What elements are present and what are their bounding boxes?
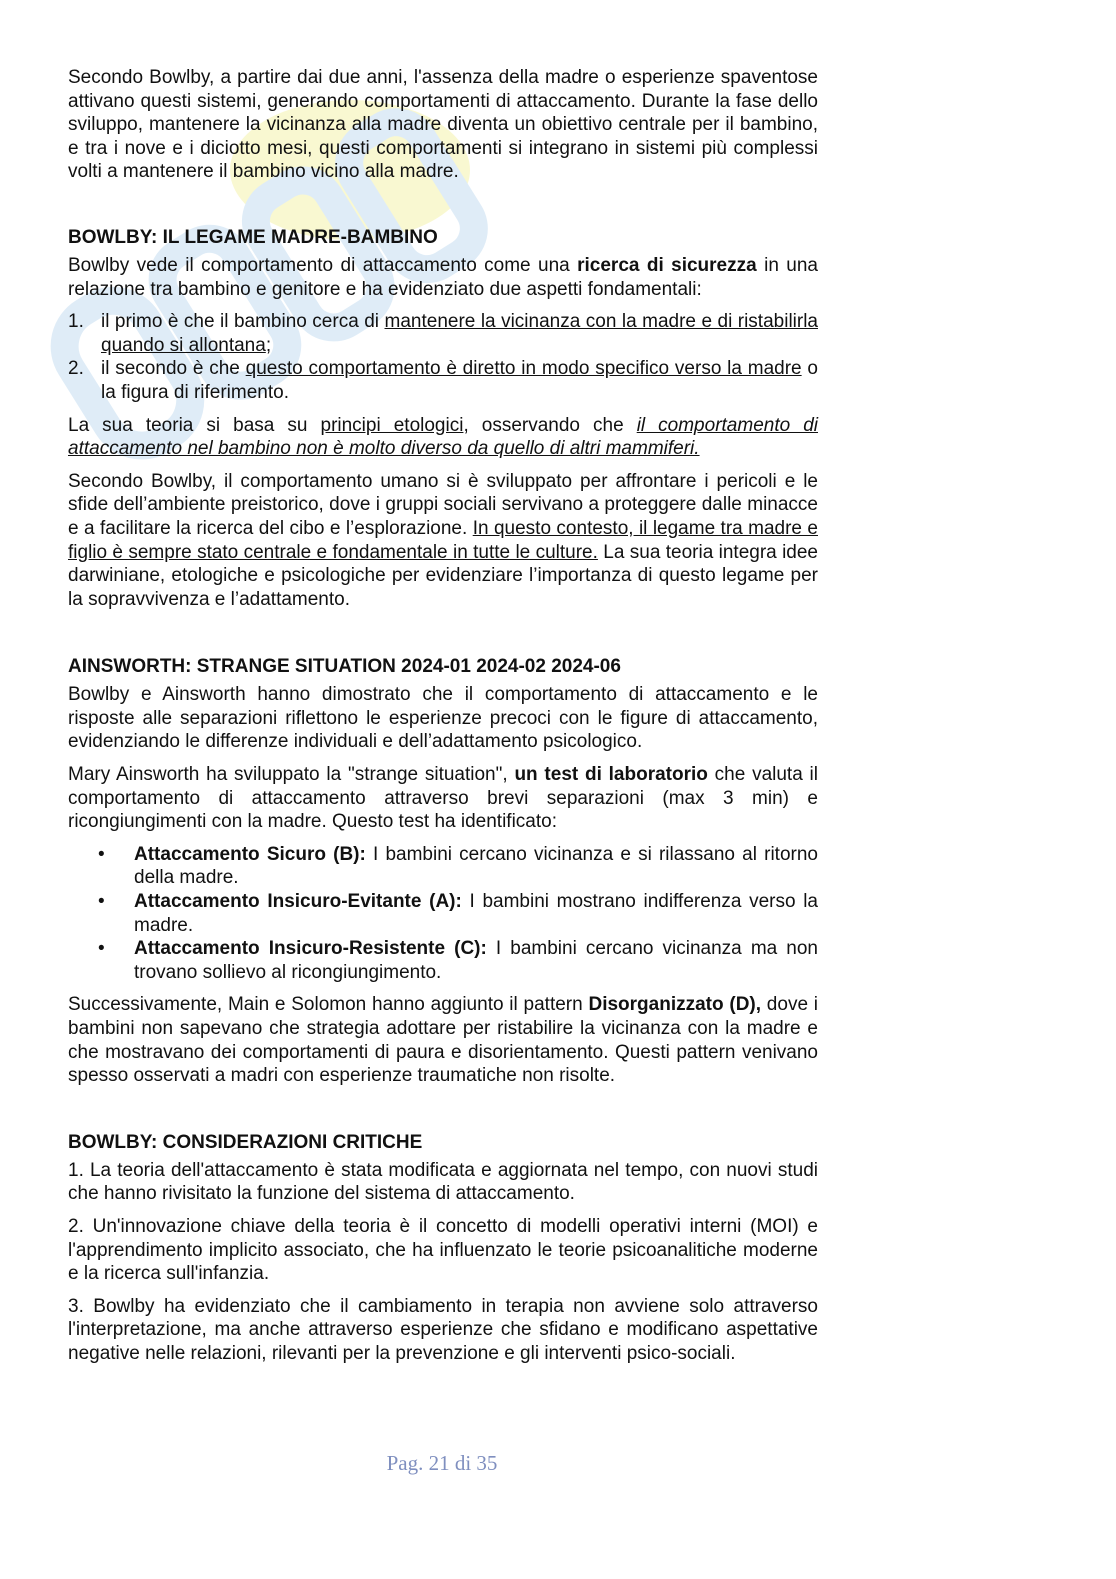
paragraph: Bowlby vede il comportamento di attaccamento come una ricerca di sicurezza in una relazione tra bambino e genitore e ha evidenziato due aspetti fondamentali:	[68, 254, 818, 300]
document-body	[68, 66, 818, 1375]
list-item: 2. il secondo è che questo comportamento è diretto in modo specifico verso la madre o la figura di riferimento.	[68, 358, 818, 403]
numbered-paragraph: 2. Un'innovazione chiave della teoria è il concetto di modelli operativi interni (MOI) e l'apprendimento implicito associato, che ha influenzato le teorie psicoanalitiche moderne e la ricerca sull'infanzia.	[68, 1215, 818, 1285]
page-number-footer: Pag. 21 di 35	[386, 1451, 498, 1475]
numbered-paragraph: 1. La teoria dell'attaccamento è stata modificata e aggiornata nel tempo, con nuovi studi che hanno rivisitato la funzione del sistema di attaccamento.	[68, 1159, 818, 1205]
list-item: • Attaccamento Sicuro (B): I bambini cercano vicinanza e si rilassano al ritorno della madre.	[68, 843, 818, 890]
list-item: 1. il primo è che il bambino cerca di mantenere la vicinanza con la madre e di ristabilirla quando si allontana;	[68, 311, 818, 356]
paragraph: Mary Ainsworth ha sviluppato la "strange situation", un test di laboratorio che valuta il comportamento di attaccamento attraverso brevi separazioni (max 3 min) e ricongiungimenti con la madre. Questo test ha identificato:	[68, 764, 819, 833]
paragraph: Successivamente, Main e Solomon hanno aggiunto il pattern Disorganizzato (D), dove i bambini non sapevano che strategia adottare per ristabilire la vicinanza con la madre e che mostravano dei comportamenti di paura e disorientamento. Questi pattern venivano spesso osservati a madri con esperienze traumatiche non risolte.	[68, 994, 819, 1087]
section-heading-considerazioni: BOWLBY: CONSIDERAZIONI CRITICHE	[68, 1131, 423, 1153]
list-item: • Attaccamento Insicuro-Resistente (C): I bambini cercano vicinanza ma non trovano sollievo al ricongiungimento.	[68, 937, 818, 984]
intro-paragraph: Secondo Bowlby, a partire dai due anni, l'assenza della madre o esperienze spaventose attivano questi sistemi, generando comportamenti di attaccamento. Durante la fase dello sviluppo, mantenere la vicinanza alla madre diventa un obiettivo centrale per il bambino, e tra i nove e i diciotto mesi, questi comportamenti si integrano in sistemi più complessi volti a mantenere il bambino vicino alla madre.	[68, 67, 818, 183]
section-heading-bowlby-legame: BOWLBY: IL LEGAME MADRE-BAMBINO	[68, 226, 438, 248]
bullet-list	[68, 843, 818, 985]
numbered-paragraph: 3. Bowlby ha evidenziato che il cambiamento in terapia non avviene solo attraverso l'interpretazione, ma anche attraverso esperienze che sfidano e modificano aspettative negative nelle relazioni, rilevanti per la prevenzione e gli interventi psico-sociali.	[68, 1295, 818, 1364]
list-item: • Attaccamento Insicuro-Evitante (A): I bambini mostrano indifferenza verso la madre.	[68, 890, 818, 937]
section-heading-ainsworth: AINSWORTH: STRANGE SITUATION 2024-01 2024-02 2024-06	[68, 656, 621, 678]
bullet-icon: •	[98, 843, 105, 865]
numbered-list	[68, 310, 818, 404]
list-marker: 2.	[68, 358, 84, 380]
paragraph: La sua teoria si basa su principi etologici, osservando che il comportamento di attaccamento nel bambino non è molto diverso da quello di altri mammiferi.	[68, 414, 818, 460]
paragraph: Bowlby e Ainsworth hanno dimostrato che il comportamento di attaccamento e le risposte alle separazioni riflettono le esperienze precoci con le figure di attaccamento, evidenziando le differenze individuali e dell’adattamento psicologico.	[68, 684, 818, 753]
paragraph: Secondo Bowlby, il comportamento umano si è sviluppato per affrontare i pericoli e le sfide dell’ambiente preistorico, dove i gruppi sociali servivano a proteggere dalle minacce e a facilitare la ricerca del cibo e l’esplorazione. In questo contesto, il legame tra madre e figlio è sempre stato centrale e fondamentale in tutte le culture. La sua teoria integra idee darwiniane, etologiche e psicologiche per evidenziare l’importanza di questo legame per la sopravvivenza e l’adattamento.	[68, 470, 818, 610]
bullet-icon: •	[98, 891, 105, 913]
bullet-icon: •	[98, 938, 105, 960]
list-marker: 1.	[68, 311, 84, 333]
